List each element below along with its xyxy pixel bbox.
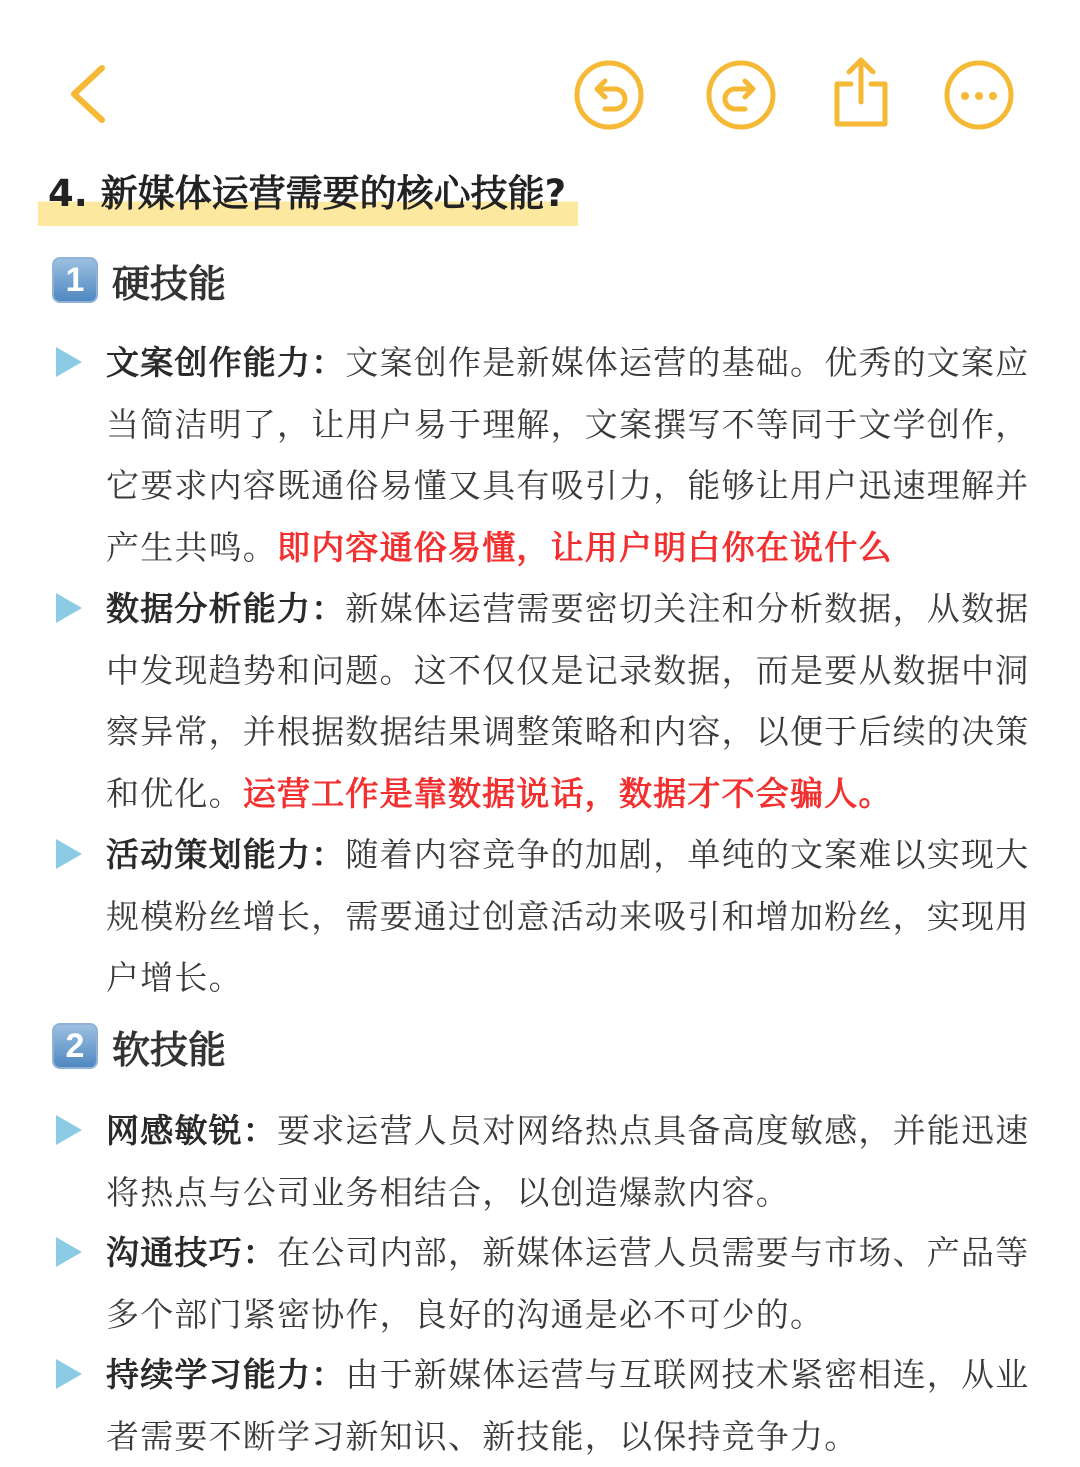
triangle-bullet-icon	[56, 347, 82, 377]
chevron-left-icon	[66, 62, 110, 126]
subheading-label: 软技能	[112, 1027, 227, 1072]
share-button[interactable]	[828, 52, 894, 132]
triangle-bullet-icon	[56, 839, 82, 869]
triangle-bullet-icon	[56, 1359, 82, 1389]
list-item	[56, 1344, 1046, 1467]
number-badge: 2	[52, 1023, 98, 1069]
item-body: 新媒体运营需要密切关注和分析数据，从数据中发现趋势和问题。这不仅仅是记录数据，而是要从数据中洞察异常，并根据数据结果调整策略和内容，以便于后续的决策和优化。	[106, 589, 1030, 813]
triangle-bullet-icon	[56, 1237, 82, 1267]
back-button[interactable]	[56, 56, 120, 132]
item-body: 在公司内部，新媒体运营人员需要与市场、产品等多个部门紧密协作，良好的沟通是必不可少的。	[106, 1233, 1030, 1334]
item-label: 活动策划能力：	[106, 835, 346, 874]
number-badge: 1	[52, 257, 98, 303]
item-body: 由于新媒体运营与互联网技术紧密相连，从业者需要不断学习新知识、新技能，以保持竞争力。	[106, 1355, 1030, 1456]
item-label: 网感敏锐：	[106, 1111, 277, 1150]
more-horizontal-icon	[943, 59, 1015, 131]
item-body: 文案创作是新媒体运营的基础。优秀的文案应当简洁明了，让用户易于理解，文案撰写不等同于文学创作，它要求内容既通俗易懂又具有吸引力，能够让用户迅速理解并产生共鸣。	[106, 343, 1030, 567]
item-body: 要求运营人员对网络热点具备高度敏感，并能迅速将热点与公司业务相结合，以创造爆款内容。	[106, 1111, 1030, 1212]
more-button[interactable]	[942, 58, 1016, 132]
list-item	[56, 1100, 1046, 1223]
redo-icon	[705, 59, 777, 131]
redo-button[interactable]	[704, 58, 778, 132]
item-emphasis: 运营工作是靠数据说话，数据才不会骗人。	[242, 773, 893, 813]
subheading-hard-skills	[52, 254, 226, 306]
item-label: 沟通技巧：	[106, 1233, 277, 1272]
triangle-bullet-icon	[56, 593, 82, 623]
item-body: 随着内容竞争的加剧，单纯的文案难以实现大规模粉丝增长，需要通过创意活动来吸引和增加粉丝，实现用户增长。	[106, 835, 1030, 997]
item-label: 文案创作能力：	[106, 343, 346, 382]
subheading-soft-skills	[52, 1020, 226, 1072]
list-item	[56, 1222, 1046, 1345]
list-item	[56, 824, 1046, 1009]
item-label: 数据分析能力：	[106, 589, 346, 628]
item-emphasis: 即内容通俗易懂，让用户明白你在说什么	[277, 527, 893, 567]
undo-icon	[573, 59, 645, 131]
undo-button[interactable]	[572, 58, 646, 132]
section-title: 4. 新媒体运营需要的核心技能?	[38, 168, 578, 226]
list-item	[56, 332, 1046, 578]
subheading-label: 硬技能	[112, 261, 227, 306]
triangle-bullet-icon	[56, 1115, 82, 1145]
share-icon	[831, 54, 891, 130]
item-label: 持续学习能力：	[106, 1355, 346, 1394]
list-item	[56, 578, 1046, 824]
top-toolbar	[0, 0, 1080, 160]
